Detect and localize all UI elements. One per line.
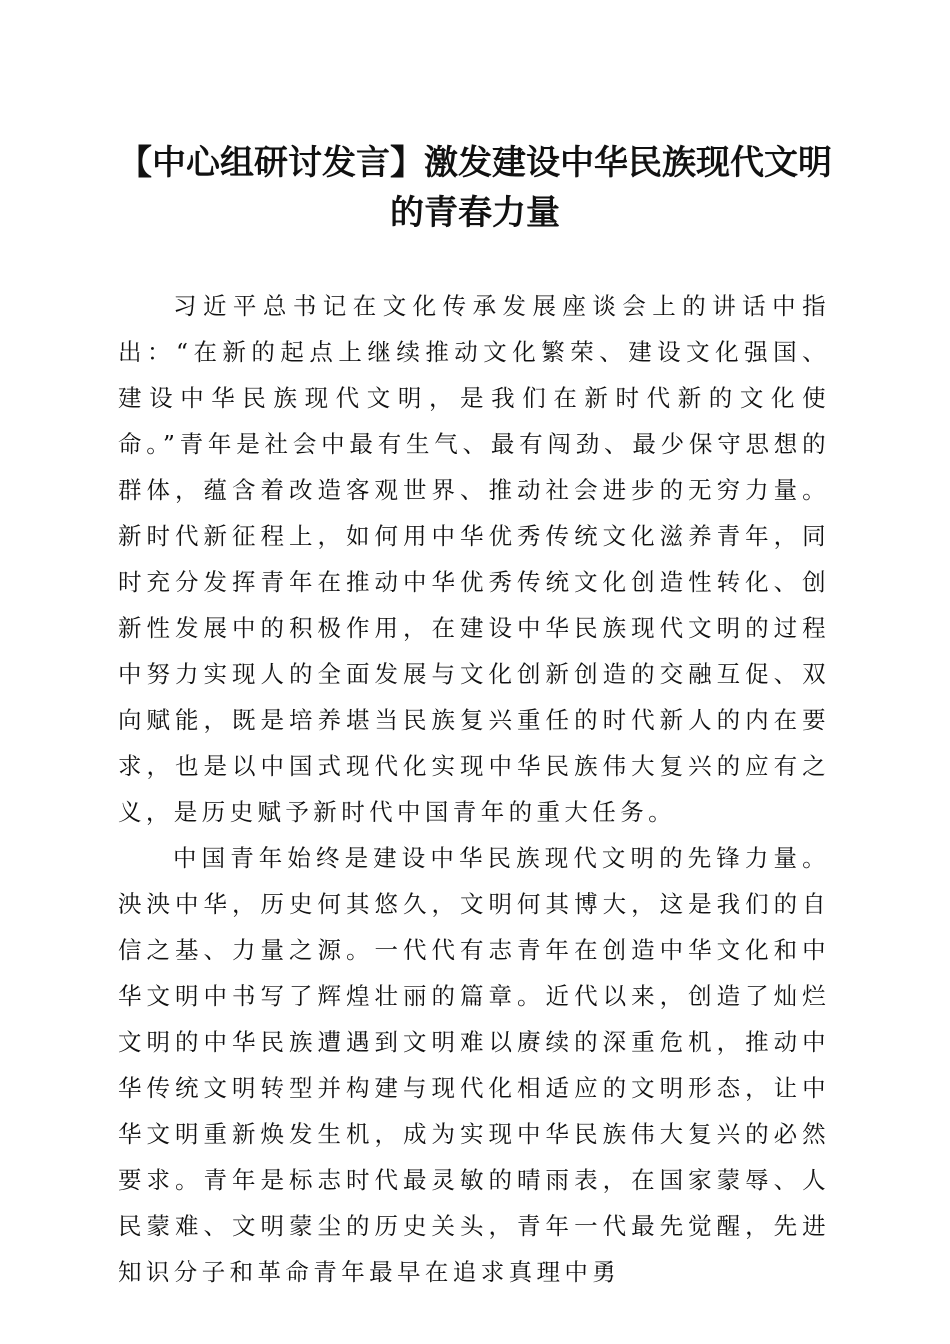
paragraph-1: 习近平总书记在文化传承发展座谈会上的讲话中指出：“在新的起点上继续推动文化繁荣、建设文化强国、建设中华民族现代文明，是我们在新时代新的文化使命。”青年是社会中最有生气、最有闯劲、最少保守思想的群体，蕴含着改造客观世界、推动社会进步的无穷力量。新时代新征程上，如何用中华优秀传统文化滋养青年，同时充分发挥青年在推动中华优秀传统文化创造性转化、创新性发展中的积极作用，在建设中华民族现代文明的过程中努力实现人的全面发展与文化创新创造的交融互促、双向赋能，既是培养堪当民族复兴重任的时代新人的内在要求，也是以中国式现代化实现中华民族伟大复兴的应有之义，是历史赋予新时代中国青年的重大任务。 [118,292,830,826]
document-body [118,283,830,1295]
paragraph-2: 中国青年始终是建设中华民族现代文明的先锋力量。泱泱中华，历史何其悠久，文明何其博大，这是我们的自信之基、力量之源。一代代有志青年在创造中华文化和中华文明中书写了辉煌壮丽的篇章。近代以来，创造了灿烂文明的中华民族遭遇到文明难以赓续的深重危机，推动中华传统文明转型并构建与现代化相适应的文明形态，让中华文明重新焕发生机，成为实现中华民族伟大复兴的必然要求。青年是标志时代最灵敏的晴雨表，在国家蒙辱、人民蒙难、文明蒙尘的历史关头，青年一代最先觉醒，先进知识分子和革命青年最早在追求真理中勇 [118,844,830,1286]
document-title: 【中心组研讨发言】激发建设中华民族现代文明的青春力量 [118,143,832,233]
